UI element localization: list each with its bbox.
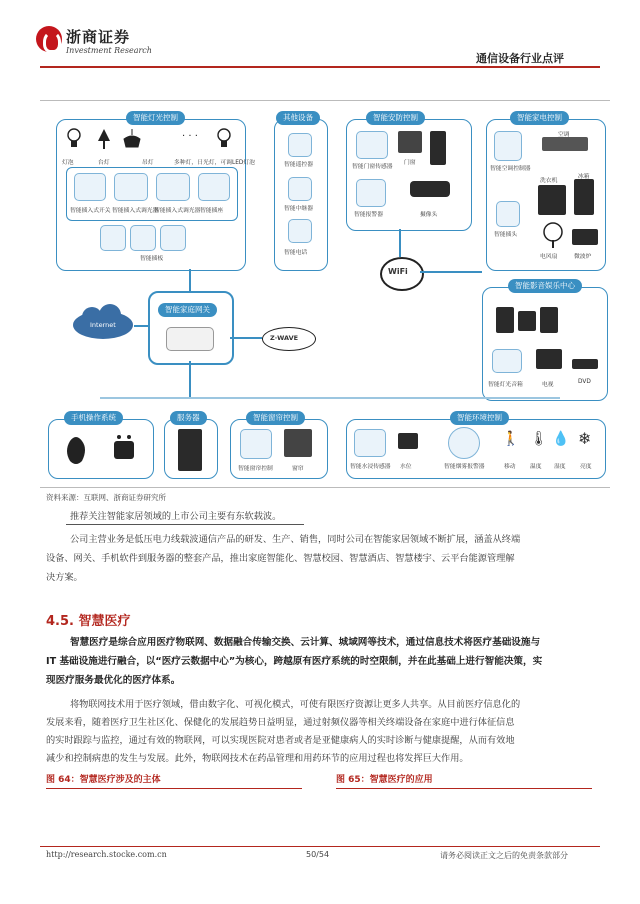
security-tag: 智能安防控制: [366, 111, 425, 125]
body-line2: 发展来看，随着医疗卫生社区化、保健化的发展趋势日益明显，通过射频仪器等相关终端设备在家庭中进行体征信息: [46, 717, 515, 728]
wifi-label: WiFi: [388, 267, 408, 276]
figure-65-caption: 图 65：智慧医疗的应用: [336, 775, 433, 785]
company-para-line1: 公司主营业务是低压电力线载波通信产品的研发、生产、销售，同时公司在智能家居领域不断扩展，涵盖从终端: [70, 534, 521, 545]
remote-label: 智能遥控器: [284, 162, 313, 168]
door-sensor-label: 智能门窗传感器: [352, 164, 393, 170]
curtain-controller-icon: [240, 429, 272, 459]
connector-bottom-bus: [100, 397, 560, 399]
water-sensor-label: 智能水浸传感器: [350, 464, 391, 470]
connector-zwave: [230, 337, 262, 339]
logo-subtitle: Investment Research: [66, 46, 152, 55]
dvd-label: DVD: [578, 379, 591, 385]
server-tag: 服务器: [170, 411, 207, 425]
dimmer-2-icon: [156, 173, 190, 201]
mobile-os-icons: [60, 431, 144, 467]
plug-switch-icon: [74, 173, 106, 201]
motion-icon: 🚶: [502, 431, 520, 447]
smart-plug-label: 智能插头: [494, 232, 518, 238]
connector-wifi-security: [399, 229, 401, 257]
curtain-icon: [284, 429, 312, 457]
brightness-icon: ❄: [578, 429, 592, 448]
smoke-alarm-icon: [448, 427, 480, 459]
recommend-text: 推荐关注智能家居领域的上市公司主要有东软载波。: [70, 511, 282, 522]
door-label: 门窗: [404, 160, 416, 166]
lighting-device-1: 智能插入式开关: [70, 208, 111, 214]
tv-icon: [536, 349, 562, 369]
internet-label: Internet: [90, 321, 116, 329]
fan-icon: [540, 221, 566, 249]
motion-label: 移动: [504, 464, 516, 470]
connector-lighting: [189, 269, 191, 291]
faucet-icon: [398, 433, 418, 449]
page-number: 50/54: [306, 850, 330, 859]
server-icon: [178, 429, 202, 471]
alarm-label: 智能报警器: [354, 212, 383, 218]
zwave-label: Z·WAVE: [270, 334, 299, 342]
lighting-tag: 智能灯光控制: [126, 111, 185, 125]
logo-title: 浙商证券: [66, 28, 131, 46]
dimmer-icon: [114, 173, 148, 201]
gateway-tag: 智能家庭网关: [158, 303, 217, 317]
camera-icon: [410, 181, 450, 197]
lead-line1: 智慧医疗是综合应用医疗物联网、数据融合传输交换、云计算、城域网等技术，通过信息技术将医疗基础设施与: [70, 637, 541, 648]
body-line1: 将物联网技术用于医疗领域，借由数字化、可视化模式，可使有限医疗资源让更多人共享。从目前医疗信息化的: [70, 699, 521, 710]
smart-home-diagram: [40, 100, 610, 488]
lamp-label-ceiling: 吊灯: [142, 160, 154, 166]
wall-switch-2-icon: [130, 225, 156, 251]
ac-controller-label: 智能空调控制器: [490, 166, 531, 172]
company-para-line2: 设备、网关、手机软件到服务器的整套产品，推出家庭智能化、智慧校园、智慧酒店、智慧楼宇、云平台能源管理解: [46, 553, 515, 564]
speaker-right-icon: [540, 307, 558, 333]
av-tag: 智能影音娱乐中心: [508, 279, 582, 293]
svg-text:· · ·: · · ·: [182, 131, 198, 142]
fan-label: 电风扇: [540, 254, 558, 260]
smoke-alarm-label: 智能烟雾报警器: [444, 464, 485, 470]
lamp-icons: [64, 125, 234, 157]
thermometer-icon: 🌡: [530, 431, 548, 447]
lighting-device-3: 智能插入式调光器: [154, 208, 201, 214]
humidity-label: 湿度: [554, 464, 566, 470]
appliance-tag: 智能家电控制: [510, 111, 569, 125]
report-type: 通信设备行业点评: [476, 52, 564, 65]
remote-icon: [288, 133, 312, 157]
humidity-icon: 💧: [552, 431, 570, 447]
microwave-label: 微波炉: [574, 254, 592, 260]
connector-down: [189, 361, 191, 397]
body-line4: 减少和控制病患的发生与发展。此外，物联网技术在药品管理和用药环节的应用过程也将发挥巨大作用。: [46, 753, 469, 764]
figure-source: 资料来源：互联网、浙商证券研究所: [46, 493, 166, 502]
lead-line3: 现医疗服务最优化的医疗体系。: [46, 675, 181, 686]
washer-icon: [538, 185, 566, 215]
washer-label: 洗衣机: [540, 178, 558, 184]
ac-label: 空调: [558, 132, 570, 138]
figure-65-rule: [336, 788, 592, 789]
lamp-label-desk: 台灯: [98, 160, 110, 166]
gateway-device-icon: [166, 327, 214, 351]
figure-64-caption: 图 64：智慧医疗涉及的主体: [46, 775, 161, 785]
connector-internet: [134, 325, 148, 327]
av-speaker-label: 智能灯光音箱: [488, 382, 523, 388]
water-level-label: 水位: [400, 464, 412, 470]
lead-line2: IT 基础设施进行融合，以“医疗云数据中心”为核心，跨越原有医疗系统的时空限制，并在此基础上进行智能决策，实: [46, 656, 543, 667]
alarm-icon: [356, 179, 386, 207]
curtain-label: 窗帘: [292, 466, 304, 472]
footer-url[interactable]: http://research.stocke.com.cn: [46, 850, 167, 859]
phone-icon: [288, 219, 312, 243]
curtain-controller-label: 智能窗帘控制: [238, 466, 273, 472]
figure-64-rule: [46, 788, 302, 789]
recommend-underline: [66, 524, 304, 525]
lamp-label-bulb: 灯泡: [62, 160, 74, 166]
dvd-icon: [572, 359, 598, 369]
lighting-device-2: 智能插入式调光器: [112, 208, 159, 214]
repeater-icon: [288, 177, 312, 201]
footer-divider: [40, 846, 600, 847]
water-sensor-icon: [354, 429, 386, 457]
tv-label: 电视: [542, 382, 554, 388]
speaker-left-icon: [496, 307, 514, 333]
wall-switch-icon: [100, 225, 126, 251]
ac-controller-icon: [494, 131, 522, 161]
av-speaker-device-icon: [492, 349, 522, 373]
mobile-tag: 手机操作系统: [64, 411, 123, 425]
lamp-label-other: 多种灯，日光灯，可调LED灯泡: [174, 160, 255, 166]
company-para-line3: 决方案。: [46, 572, 83, 583]
lighting-device-4: 智能插座: [200, 208, 224, 214]
fridge-label: 冰箱: [578, 174, 590, 180]
fridge-icon: [574, 179, 594, 215]
window-icon: [398, 131, 422, 153]
temperature-label: 温度: [530, 464, 542, 470]
microwave-icon: [572, 229, 598, 245]
amp-icon: [518, 311, 536, 331]
door-sensor-icon: [356, 131, 388, 159]
door-icon: [430, 131, 446, 165]
ac-icon: [542, 137, 588, 151]
socket-icon: [198, 173, 230, 201]
section-title: 4.5. 智慧医疗: [46, 614, 131, 629]
repeater-label: 智能中继器: [284, 206, 313, 212]
wall-switch-label: 智能插板: [140, 256, 164, 262]
body-line3: 的实时跟踪与监控，通过有效的物联网，可以实现医院对患者或者是亚健康病人的实时诊断与健康提醒，从而有效地: [46, 735, 515, 746]
connector-wifi-av: [420, 271, 482, 273]
header-divider: [40, 66, 600, 68]
phone-label: 智能电话: [284, 250, 308, 256]
other-devices-tag: 其他设备: [276, 111, 320, 125]
camera-label: 摄像头: [420, 212, 438, 218]
curtain-tag: 智能窗帘控制: [246, 411, 305, 425]
wall-switch-3-icon: [160, 225, 186, 251]
logo-icon: [36, 26, 62, 52]
env-tag: 智能环境控制: [450, 411, 509, 425]
brightness-label: 亮度: [580, 464, 592, 470]
footer-disclaimer: 请务必阅读正文之后的免责条款部分: [440, 851, 568, 860]
smart-plug-icon: [496, 201, 520, 227]
